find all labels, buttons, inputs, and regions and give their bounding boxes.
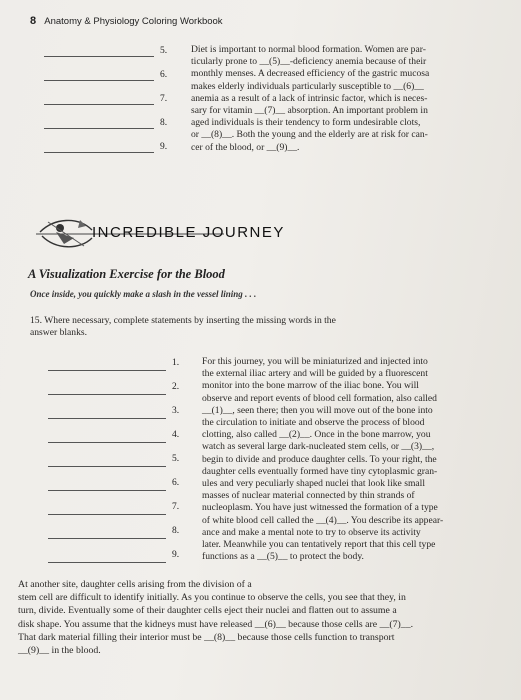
answer-number: 7. [160,94,168,104]
answer-number: 6. [172,478,180,488]
answer-blank-7[interactable] [44,104,154,105]
answer-number: 9. [160,142,168,152]
text-line: At another site, daughter cells arising from the division of a [18,579,252,590]
text-line: answer blanks. [30,327,88,338]
q15-answer-blank-6[interactable] [48,490,166,491]
text-line: disk shape. You assume that the kidneys must have released __(6)__ because those cells are __(7)__. [18,618,414,630]
q15-answer-blank-1[interactable] [48,370,166,371]
text-line: __(1)__, seen there; then you will move out of the bone into [202,404,433,416]
text-line: of white blood cell called the __(4)__. You describe its appear- [202,514,444,526]
answer-blank-9[interactable] [44,152,154,153]
text-line: the circulation to initiate and observe the process of blood [202,417,425,429]
text-line: the external iliac artery and will be guided by a fluorescent [202,368,428,380]
q15-answer-blank-8[interactable] [48,538,166,539]
answer-blank-6[interactable] [44,80,154,81]
text-line: cer of the blood, or __(9)__. [191,141,300,153]
q15-answer-blank-7[interactable] [48,514,166,515]
exercise-lead: Once inside, you quickly make a slash in the vessel lining . . . [30,289,257,299]
text-line: makes elderly individuals particularly susceptible to __(6)__ [191,80,424,92]
text-line: nucleoplasm. You have just witnessed the formation of a type [202,502,438,514]
answer-number: 5. [160,46,168,56]
exercise-subtitle: A Visualization Exercise for the Blood [28,267,225,281]
text-line: ticularly prone to __(5)__-deficiency anemia because of their [191,56,427,68]
page-number: 8 [30,15,37,27]
text-line: aged individuals is their tendency to form undesirable clots, [191,117,421,129]
answer-blank-5[interactable] [44,56,154,57]
text-line: stem cell are difficult to identify initially. As you continue to observe the cells, you see that they, in [18,592,406,604]
text-line: monthly menses. A decreased efficiency of the gastric mucosa [191,68,430,80]
text-line: ules and very peculiarly shaped nuclei that look like small [202,478,425,490]
text-line: turn, divide. Eventually some of their daughter cells eject their nuclei and flatten out to assume a [18,605,397,617]
text-line: observe and report events of blood cell formation, also called [202,392,437,404]
answer-number: 6. [160,70,168,80]
final-paragraph [18,578,413,657]
text-line: functions as a __(5)__ to protect the body. [202,551,364,563]
answer-number: 7. [172,502,180,512]
book-title: Anatomy & Physiology Coloring Workbook [44,16,223,27]
text-line: daughter cells eventually formed have tiny cytoplasmic gran- [202,465,438,477]
top-paragraph [191,44,429,154]
text-line: 15. Where necessary, complete statements by inserting the missing words in the [30,315,336,326]
text-line: For this journey, you will be miniaturized and injected into [202,356,428,367]
answer-number: 9. [172,550,180,560]
answer-blank-8[interactable] [44,128,154,129]
q15-answer-blank-4[interactable] [48,442,166,443]
text-line: or __(8)__. Both the young and the elderly are at risk for can- [191,129,428,141]
text-line: later. Meanwhile you can tentatively report that this cell type [202,539,436,551]
q15-answer-blank-3[interactable] [48,418,166,419]
text-line: watch as several large dark-nucleated stem cells, or __(3)__, [202,441,435,453]
text-line: Diet is important to normal blood formation. Women are par- [191,44,426,55]
text-line: anemia as a result of a lack of intrinsic factor, which is neces- [191,92,428,104]
answer-number: 8. [172,526,180,536]
text-line: clotting, also called __(2)__. Once in the bone marrow, you [202,429,431,441]
text-line: sary for vitamin __(7)__ absorption. An important problem in [191,105,428,117]
answer-number: 4. [172,430,180,440]
q15-answer-blank-5[interactable] [48,466,166,467]
answer-number: 5. [172,454,180,464]
banner-title: INCREDIBLE JOURNEY [92,224,285,241]
text-line: ance and make a mental note to try to observe its activity [202,526,421,538]
answer-number: 8. [160,118,168,128]
page-header [30,15,223,27]
text-line: monitor into the bone marrow of the iliac bone. You will [202,380,419,392]
text-line: That dark material filling their interior must be __(8)__ because those cells function to transport [18,631,395,643]
text-line: begin to divide and produce daughter cells. To your right, the [202,453,437,465]
q15-answer-blank-2[interactable] [48,394,166,395]
question-15-prompt [30,315,336,339]
answer-number: 3. [172,406,180,416]
text-line: __(9)__ in the blood. [18,645,101,657]
answer-number: 2. [172,382,180,392]
answer-number: 1. [172,358,180,368]
text-line: masses of nuclear material connected by thin strands of [202,490,415,502]
q15-paragraph [202,356,443,563]
q15-answer-blank-9[interactable] [48,562,166,563]
